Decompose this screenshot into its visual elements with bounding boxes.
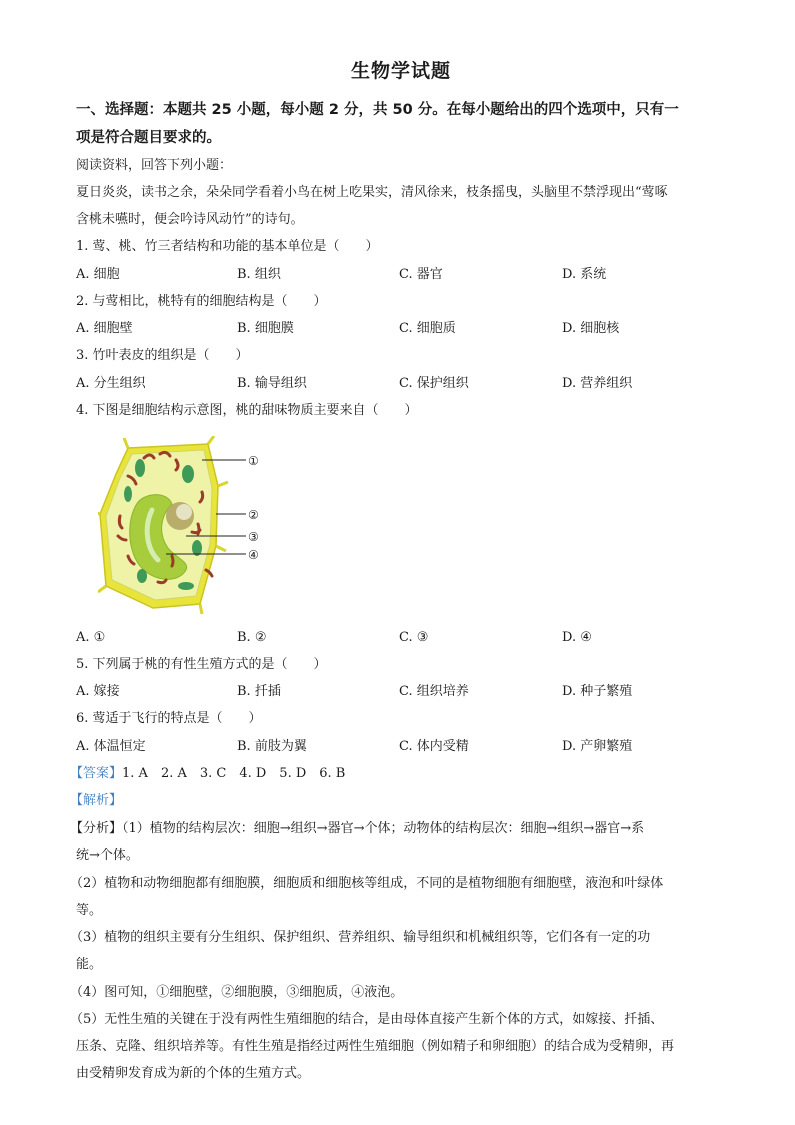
section-heading <box>76 96 726 152</box>
analysis-p1-text: （1）植物的结构层次：细胞→组织→器官→个体；动物体的结构层次：细胞→组织→器官→系 <box>122 821 645 836</box>
question-2-option-a: A. 细胞壁 <box>76 321 133 336</box>
question-4-option-a: A. ① <box>76 630 106 645</box>
passage-line-1: 夏日炎炎，读书之余，朵朵同学看着小鸟在树上吃果实，清风徐来，枝条摇曳，头脑里不禁浮现出“莺啄 <box>76 185 668 200</box>
question-5-option-b: B. 扦插 <box>237 684 281 699</box>
diagram-label-2: ② <box>248 508 259 522</box>
question-2-option-b: B. 细胞膜 <box>237 321 294 336</box>
diagram-label-4: ④ <box>248 548 259 562</box>
page-title: 生物学试题 <box>350 60 451 82</box>
question-6-option-a: A. 体温恒定 <box>76 739 146 754</box>
analysis-p5-line2: 压条、克隆、组织培养等。有性生殖是指经过两性生殖细胞（例如精子和卵细胞）的结合成为受精卵，再 <box>76 1039 675 1054</box>
question-5-option-c: C. 组织培养 <box>399 684 469 699</box>
analysis-tag: 【解析】 <box>70 793 123 808</box>
question-3-option-d: D. 营养组织 <box>562 376 633 391</box>
answer-line <box>70 765 345 783</box>
analysis-p2-line2: 等。 <box>76 903 103 918</box>
diagram-label-1: ① <box>248 454 259 468</box>
section-heading-line1: 一、选择题：本题共 25 小题，每小题 2 分，共 50 分。在每小题给出的四个选项中，只有一 <box>76 102 679 118</box>
question-1-option-c: C. 器官 <box>399 267 443 282</box>
passage-line-2: 含桃未嚥时，便会吟诗风动竹”的诗句。 <box>76 212 304 227</box>
question-6-option-d: D. 产卵繁殖 <box>562 739 633 754</box>
analysis-subtag: 【分析】 <box>70 821 123 836</box>
instruction-text: 阅读资料，回答下列小题： <box>76 158 233 173</box>
question-2-option-d: D. 细胞核 <box>562 321 620 336</box>
question-2-option-c: C. 细胞质 <box>399 321 456 336</box>
question-2-stem: 2. 与莺相比，桃特有的细胞结构是（ ） <box>76 294 327 309</box>
question-6-stem: 6. 莺适于飞行的特点是（ ） <box>76 711 262 726</box>
question-6-option-b: B. 前肢为翼 <box>237 739 307 754</box>
question-4-option-c: C. ③ <box>399 630 429 645</box>
question-5-option-d: D. 种子繁殖 <box>562 684 633 699</box>
question-1-option-b: B. 组织 <box>237 267 281 282</box>
question-3-option-c: C. 保护组织 <box>399 376 469 391</box>
plant-cell-diagram <box>98 436 298 616</box>
analysis-p2-line1: （2）植物和动物细胞都有细胞膜，细胞质和细胞核等组成，不同的是植物细胞有细胞壁，液泡和叶绿体 <box>70 876 664 891</box>
question-1-stem: 1. 莺、桃、竹三者结构和功能的基本单位是（ ） <box>76 239 379 254</box>
question-4-option-b: B. ② <box>237 630 267 645</box>
plant-cell-illustration <box>98 436 298 616</box>
section-heading-line2: 项是符合题目要求的。 <box>76 130 221 146</box>
analysis-p3-line2: 能。 <box>76 957 103 972</box>
question-1-option-d: D. 系统 <box>562 267 607 282</box>
question-3-option-b: B. 输导组织 <box>237 376 307 391</box>
question-5-stem: 5. 下列属于桃的有性生殖方式的是（ ） <box>76 657 327 672</box>
analysis-p4-line1: （4）图可知，①细胞壁，②细胞膜，③细胞质，④液泡。 <box>70 985 404 1000</box>
answer-tag: 【答案】 <box>70 766 123 781</box>
analysis-p5-line1: （5）无性生殖的关键在于没有两性生殖细胞的结合，是由母体直接产生新个体的方式，如嫁接、扦插、 <box>70 1012 664 1027</box>
question-5-option-a: A. 嫁接 <box>76 684 120 699</box>
analysis-p3-line1: （3）植物的组织主要有分生组织、保护组织、营养组织、输导组织和机械组织等，它们各有一定的功 <box>70 930 651 945</box>
analysis-p1-line1 <box>70 820 644 838</box>
diagram-label-3: ③ <box>248 530 259 544</box>
question-3-option-a: A. 分生组织 <box>76 376 146 391</box>
analysis-p5-line3: 由受精卵发育成为新的个体的生殖方式。 <box>76 1066 311 1081</box>
answer-text: 1. A 2. A 3. C 4. D 5. D 6. B <box>122 766 346 781</box>
analysis-p1-line2: 统→个体。 <box>76 848 139 863</box>
question-4-stem: 4. 下图是细胞结构示意图，桃的甜味物质主要来自（ ） <box>76 403 418 418</box>
question-3-stem: 3. 竹叶表皮的组织是（ ） <box>76 348 249 363</box>
question-4-option-d: D. ④ <box>562 630 592 645</box>
question-1-option-a: A. 细胞 <box>76 267 120 282</box>
question-6-option-c: C. 体内受精 <box>399 739 469 754</box>
